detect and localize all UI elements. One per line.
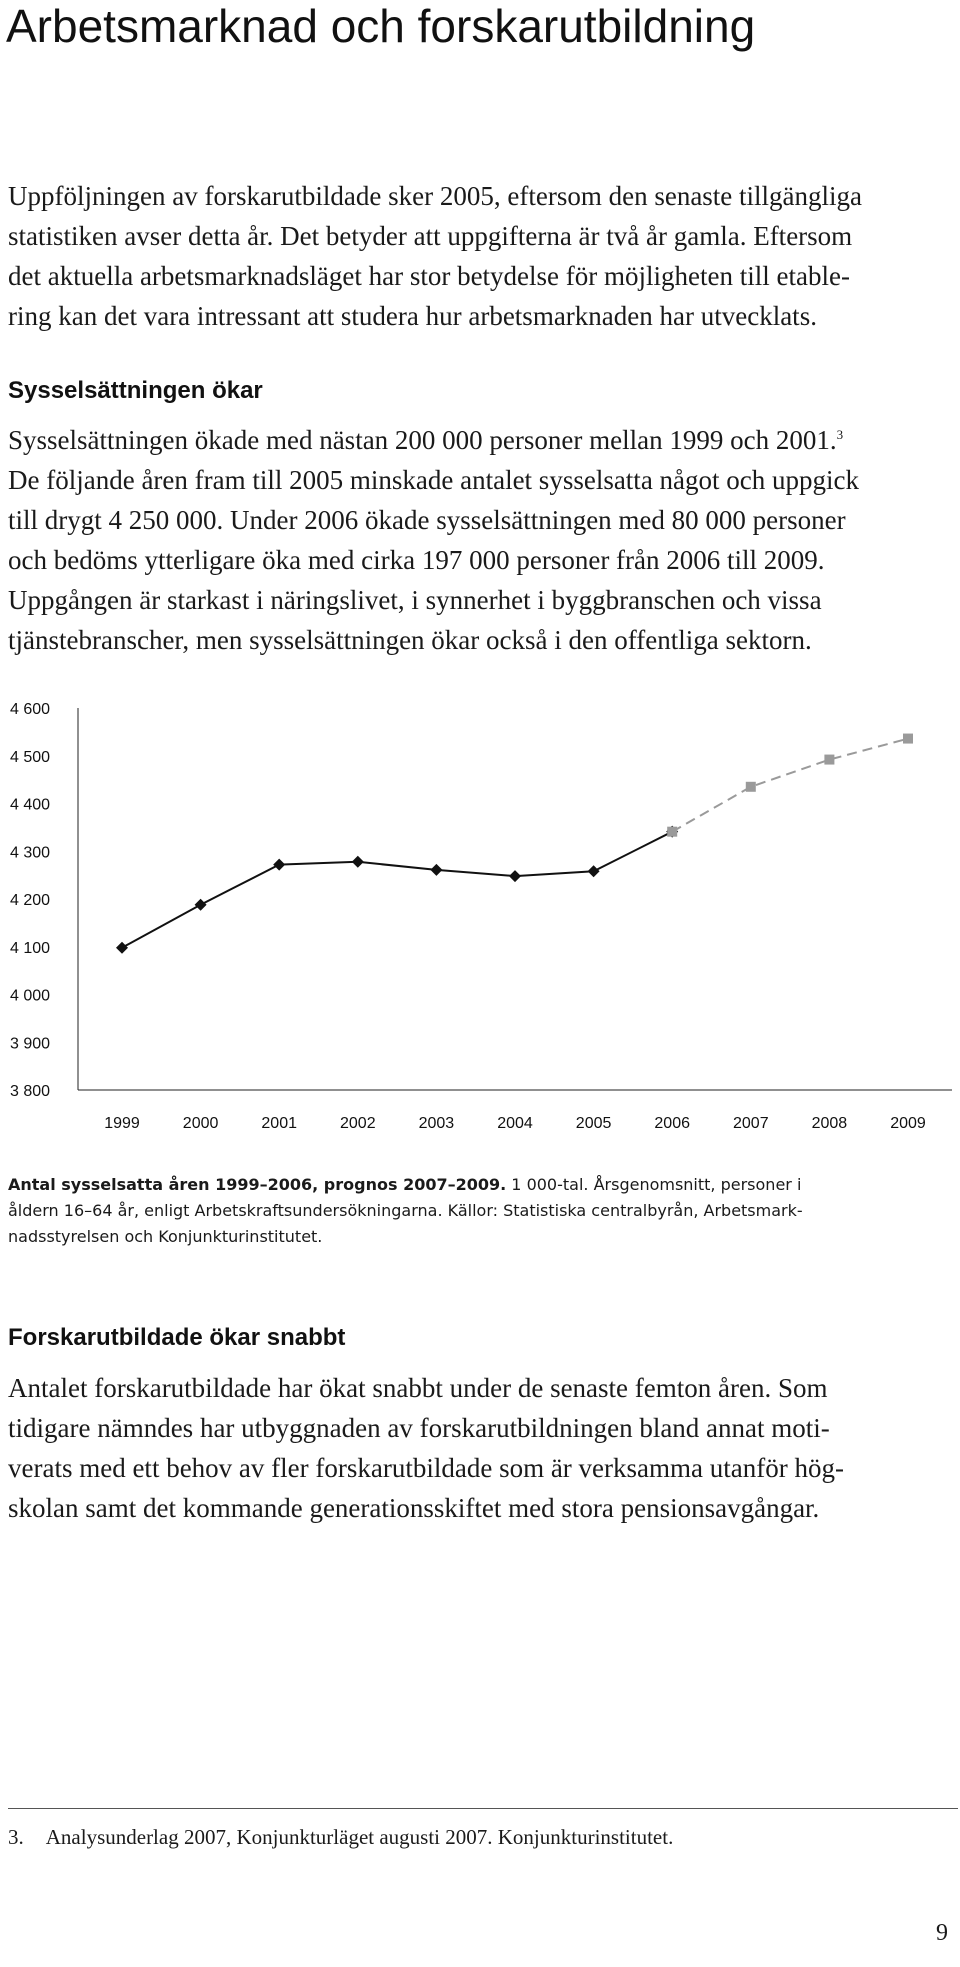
data-point-diamond xyxy=(430,864,442,876)
intro-line: statistiken avser detta år. Det betyder att uppgifterna är två år gamla. Eftersom xyxy=(8,221,853,251)
y-tick-label: 4 100 xyxy=(10,939,51,957)
caption-rest: 1 000-tal. Årsgenomsnitt, personer i xyxy=(506,1175,802,1194)
y-tick-label: 4 400 xyxy=(10,796,51,814)
x-tick-label: 2000 xyxy=(182,1115,219,1132)
x-tick-label: 1999 xyxy=(104,1115,140,1132)
footnote xyxy=(8,1822,673,1852)
section2-line: Antalet forskarutbildade har ökat snabbt under de senaste femton åren. Som xyxy=(8,1373,828,1403)
y-tick-label: 4 300 xyxy=(10,844,51,862)
chart-caption xyxy=(8,1172,948,1250)
section-heading-sysselsattning: Sysselsättningen ökar xyxy=(8,377,263,404)
y-tick-label: 3 900 xyxy=(10,1035,51,1053)
x-tick-label: 2004 xyxy=(497,1115,533,1132)
caption-line: nadsstyrelsen och Konjunkturinstitutet. xyxy=(8,1227,323,1246)
x-tick-label: 2002 xyxy=(340,1115,376,1132)
x-tick-label: 2009 xyxy=(890,1115,926,1132)
page-number: 9 xyxy=(936,1920,948,1946)
intro-line: ring kan det vara intressant att studera hur arbetsmarknaden har utvecklats. xyxy=(8,301,817,331)
footnote-number: 3. xyxy=(8,1825,24,1849)
data-point-diamond xyxy=(273,859,285,871)
data-point-square xyxy=(903,734,913,744)
y-tick-label: 4 000 xyxy=(10,987,51,1005)
section1-paragraph xyxy=(8,420,859,660)
footnote-divider xyxy=(8,1808,958,1809)
section2-line: verats med ett behov av fler forskarutbildade som är verksamma utanför hög- xyxy=(8,1453,844,1483)
section1-line: Sysselsättningen ökade med nästan 200 000 personer mellan 1999 och 2001.$^3$ xyxy=(8,425,844,455)
section2-paragraph xyxy=(8,1368,844,1528)
data-point-diamond xyxy=(195,899,207,911)
y-tick-label: 4 500 xyxy=(10,748,51,766)
data-point-square xyxy=(667,827,677,837)
x-tick-label: 2003 xyxy=(418,1115,455,1132)
x-tick-label: 2005 xyxy=(575,1115,612,1132)
data-point-diamond xyxy=(588,865,600,877)
x-tick-label: 2007 xyxy=(733,1115,769,1132)
page-title: Arbetsmarknad och forskarutbildning xyxy=(6,0,756,52)
section2-line: tidigare nämndes har utbyggnaden av forskarutbildningen bland annat moti- xyxy=(8,1413,830,1443)
y-tick-label: 4 200 xyxy=(10,892,51,909)
x-tick-label: 2008 xyxy=(811,1115,848,1132)
data-point-diamond xyxy=(509,870,521,882)
x-tick-label: 2006 xyxy=(654,1115,690,1132)
data-point-square xyxy=(746,782,756,792)
section1-line: De följande åren fram till 2005 minskade antalet sysselsatta något och uppgick xyxy=(8,465,860,495)
footnote-text: Analysunderlag 2007, Konjunkturläget augusti 2007. Konjunkturinstitutet. xyxy=(45,1825,674,1849)
intro-line: Uppföljningen av forskarutbildade sker 2005, eftersom den senaste tillgängliga xyxy=(8,181,863,211)
data-point-square xyxy=(824,755,834,765)
section1-line: och bedöms ytterligare öka med cirka 197 000 personer från 2006 till 2009. xyxy=(8,545,825,575)
x-tick-label: 2001 xyxy=(261,1115,297,1132)
employment-line-chart xyxy=(0,700,960,1140)
section1-line: tjänstebranscher, men sysselsättningen ökar också i den offentliga sektorn. xyxy=(8,625,812,655)
footnote-reference[interactable]: 3 xyxy=(836,427,844,442)
caption-line: åldern 16–64 år, enligt Arbetskraftsundersökningarna. Källor: Statistiska centralbyrån, Arbetsmark- xyxy=(8,1201,803,1220)
series-line-forecast xyxy=(672,739,908,832)
section1-line: till drygt 4 250 000. Under 2006 ökade sysselsättningen med 80 000 personer xyxy=(8,505,846,535)
caption-bold: Antal sysselsatta åren 1999–2006, prognos 2007–2009. xyxy=(8,1175,507,1194)
intro-paragraph xyxy=(8,176,862,336)
section2-line: skolan samt det kommande generationsskiftet med stora pensionsavgångar. xyxy=(8,1493,820,1523)
data-point-diamond xyxy=(116,942,128,954)
series-line-actual xyxy=(122,832,672,948)
data-point-diamond xyxy=(352,856,364,868)
intro-line: det aktuella arbetsmarknadsläget har stor betydelse för möjligheten till etable- xyxy=(8,261,850,291)
y-tick-label: 4 600 xyxy=(10,701,51,718)
y-tick-label: 3 800 xyxy=(10,1083,51,1100)
section-heading-forskarutbildade: Forskarutbildade ökar snabbt xyxy=(8,1324,346,1351)
section1-line: Uppgången är starkast i näringslivet, i synnerhet i byggbranschen och vissa xyxy=(8,585,822,615)
